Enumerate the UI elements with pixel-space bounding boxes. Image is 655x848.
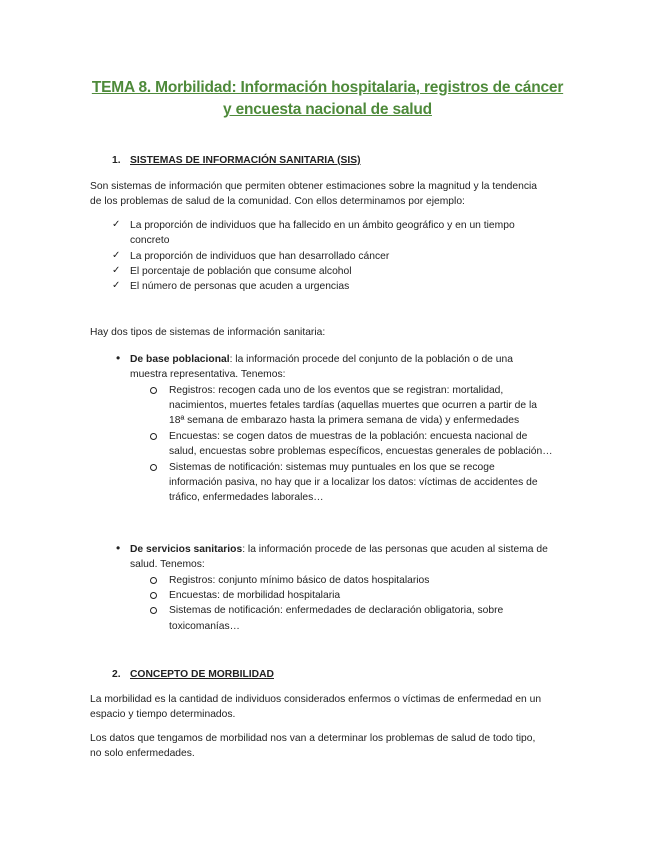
- circle-bullet-icon: [150, 433, 157, 440]
- base-item-encuestas-1: Encuestas: se cogen datos de muestras de la población: encuesta nacional de: [169, 431, 528, 442]
- s2-para-1-line-1: La morbilidad es la cantidad de individuos considerados enfermos o víctimas de enfermedad en un: [90, 694, 542, 705]
- circle-bullet-icon: [150, 464, 157, 471]
- s2-para-2-line-2: no solo enfermedades.: [90, 748, 195, 759]
- base-item-notificacion-3: tráfico, enfermedades laborales…: [169, 492, 324, 503]
- check-icon: ✓: [112, 265, 121, 276]
- check-item-4: El número de personas que acuden a urgencias: [130, 281, 350, 292]
- circle-bullet-icon: [150, 387, 157, 394]
- base-item-registros-3: 18ª semana de embarazo hasta la primera semana de vida) y enfermedades: [169, 415, 520, 426]
- serv-item-notificacion-2: toxicomanías…: [169, 621, 240, 632]
- check-icon: ✓: [112, 250, 121, 261]
- section-2-heading: CONCEPTO DE MORBILIDAD: [130, 669, 274, 680]
- bullet-icon: •: [116, 541, 121, 555]
- circle-bullet-icon: [150, 577, 157, 584]
- serv-item-encuestas: Encuestas: de morbilidad hospitalaria: [169, 590, 341, 601]
- base-poblacional-line-1: [130, 352, 513, 367]
- circle-bullet-icon: [150, 607, 157, 614]
- base-item-notificacion-2: información pasiva, no hay que ir a localizar los datos: víctimas de accidentes de: [169, 477, 538, 488]
- s1-intro-line-2: de los problemas de salud de la comunidad. Con ellos determinamos por ejemplo:: [90, 196, 465, 207]
- title-line-1: TEMA 8. Morbilidad: Información hospitalaria, registros de cáncer: [91, 79, 564, 96]
- base-poblacional-line-2: muestra representativa. Tenemos:: [130, 369, 286, 380]
- check-icon: ✓: [112, 219, 121, 230]
- base-poblacional-term: De base poblacional: [130, 354, 230, 365]
- servicios-sanitarios-line-1: [130, 542, 548, 557]
- servicios-sanitarios-desc: : la información procede de las personas que acuden al sistema de: [242, 544, 548, 555]
- base-poblacional-desc: : la información procede del conjunto de la población o de una: [229, 354, 513, 365]
- section-1-number: 1.: [112, 155, 121, 166]
- circle-bullet-icon: [150, 592, 157, 599]
- check-item-1-cont: concreto: [130, 235, 170, 246]
- check-item-1: La proporción de individuos que ha fallecido en un ámbito geográfico y en un tiempo: [130, 220, 515, 231]
- serv-item-notificacion-1: Sistemas de notificación: enfermedades de declaración obligatoria, sobre: [169, 605, 504, 616]
- s1-intro-line-1: Son sistemas de información que permiten obtener estimaciones sobre la magnitud y la tendencia: [90, 181, 538, 192]
- bullet-icon: •: [116, 351, 121, 365]
- base-item-encuestas-2: salud, encuestas sobre problemas específicos, encuestas generales de población…: [169, 446, 553, 457]
- servicios-sanitarios-line-2: salud. Tenemos:: [130, 559, 205, 570]
- check-item-2: La proporción de individuos que han desarrollado cáncer: [130, 251, 390, 262]
- section-2-number: 2.: [112, 669, 121, 680]
- base-item-registros-1: Registros: recogen cada uno de los eventos que se registran: mortalidad,: [169, 385, 504, 396]
- check-item-3: El porcentaje de población que consume alcohol: [130, 266, 352, 277]
- s2-para-2-line-1: Los datos que tengamos de morbilidad nos van a determinar los problemas de salud de todo tipo,: [90, 733, 536, 744]
- servicios-sanitarios-term: De servicios sanitarios: [130, 544, 243, 555]
- document-title: [60, 77, 595, 121]
- base-item-registros-2: nacimientos, muertes fetales tardías (aquellas muertes que ocurren a partir de la: [169, 400, 538, 411]
- title-line-2: y encuesta nacional de salud: [223, 101, 432, 118]
- section-1-heading: SISTEMAS DE INFORMACIÓN SANITARIA (SIS): [130, 155, 361, 166]
- s2-para-1-line-2: espacio y tiempo determinados.: [90, 709, 236, 720]
- check-icon: ✓: [112, 280, 121, 291]
- serv-item-registros: Registros: conjunto mínimo básico de datos hospitalarios: [169, 575, 430, 586]
- base-item-notificacion-1: Sistemas de notificación: sistemas muy puntuales en los que se recoge: [169, 462, 495, 473]
- tipos-text: Hay dos tipos de sistemas de información sanitaria:: [90, 327, 326, 338]
